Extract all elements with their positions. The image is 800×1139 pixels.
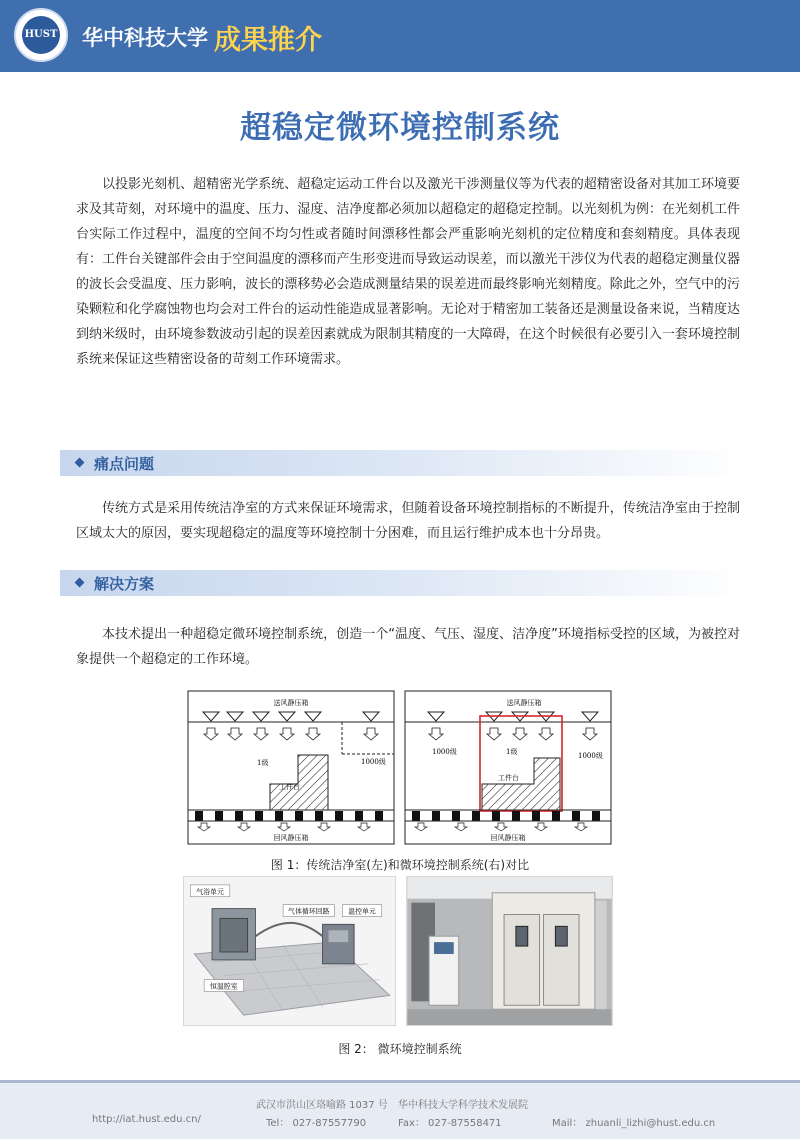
class-1000-left-label: 1000级: [432, 748, 457, 756]
return-plenum-label: 回风静压箱: [273, 834, 309, 842]
section-title-solution: 解决方案: [94, 575, 155, 593]
class-1000-label: 1000级: [361, 758, 386, 766]
footer-address: 武汉市洪山区珞喻路 1037 号: [256, 1100, 388, 1111]
chamber-label: 恒温腔室: [210, 982, 238, 991]
footer-email-link[interactable]: Mail： zhuanli_lizhi@hust.edu.cn: [552, 1118, 716, 1129]
gas-circulation-label: 气体循环回路: [288, 907, 330, 916]
class-1-label: 1级: [257, 759, 269, 767]
class-1-label: 1级: [506, 748, 518, 756]
section-header-pain: [60, 450, 750, 476]
class-1000-right-label: 1000级: [578, 752, 603, 760]
intro-paragraph: 以投影光刻机、超精密光学系统、超稳定运动工件台以及激光干涉测量仪等为代表的超精密设备对其加工环境要求及其苛刻，对环境中的温度、压力、湿度、洁净度都必须加以超稳定的超稳定控制。以光刻机为例：在光刻机工件台实际工作过程中，温度的空间不均匀性或者随时间漂移性都会严重影响光刻机的定位精度和套刻精度。具体表现有：工件台关键部件会由于空间温度的漂移而产生形变进而导致运动误差，而以激光干涉仪为代表的超稳定测量仪器的波长会受温度、压力影响，波长的漂移势必会造成测量结果的误差进而最终影响光刻精度。除此之外，空气中的污染颗粒和化学腐蚀物也均会对工件台的运动性能造成显著影响。无论对于精密加工装备还是测量设备来说，当精度达到纳米级时，由环境参数波动引起的误差因素就成为限制其精度的一大障碍，在这个时候很有必要引入一套环境控制系统来保证这些精密设备的苛刻工作环境需求。: [76, 177, 740, 367]
university-name: 华中科技大学: [82, 26, 208, 50]
section-title-pain: 痛点问题: [94, 455, 155, 473]
return-plenum-label: 回风静压箱: [490, 834, 526, 842]
diamond-bullet-icon: [75, 458, 85, 468]
supply-plenum-label: 送风静压箱: [273, 699, 309, 707]
enclosure-photo: [406, 876, 613, 1026]
footer-website-link[interactable]: http://iat.hust.edu.cn/: [92, 1114, 201, 1125]
figure-2-caption: 图 2： 微环境控制系统: [338, 1042, 462, 1056]
figure-1-caption: 图 1：传统洁净室(左)和微环境控制系统(右)对比: [270, 858, 530, 872]
solution-paragraph: 本技术提出一种超稳定微环境控制系统，创造一个“温度、气压、湿度、洁净度”环境指标受控的区域，为被控对象提供一个超稳定的工作环境。: [76, 627, 740, 667]
system-render-image: [183, 876, 396, 1026]
pain-paragraph: 传统方式是采用传统洁净室的方式来保证环境需求，但随着设备环境控制指标的不断提升，传统洁净室由于控制区域太大的原因，要实现超稳定的温度等环境控制十分困难，而且运行维护成本也十分昂贵。: [76, 501, 740, 541]
supply-plenum-label: 送风静压箱: [506, 699, 542, 707]
section-header-solution: [60, 570, 750, 596]
air-bath-label: 气浴单元: [196, 887, 224, 896]
footer-organization: 华中科技大学科学技术发展院: [398, 1100, 528, 1111]
cleanroom-diagram: [187, 690, 395, 845]
diamond-bullet-icon: [75, 578, 85, 588]
logo-emblem: HUST: [22, 16, 60, 54]
footer-fax: Fax： 027-87558471: [398, 1118, 502, 1129]
university-logo: [14, 8, 68, 62]
footer-telephone: Tel： 027-87557790: [266, 1118, 367, 1129]
footer-divider: [0, 1080, 800, 1083]
worktable-label: 工件台: [498, 774, 519, 782]
header-banner: [0, 0, 800, 72]
page-title: 超稳定微环境控制系统: [240, 110, 560, 146]
temperature-unit-label: 温控单元: [348, 907, 376, 916]
promo-label: 成果推介: [214, 25, 322, 56]
micro-environment-diagram: [404, 690, 612, 845]
